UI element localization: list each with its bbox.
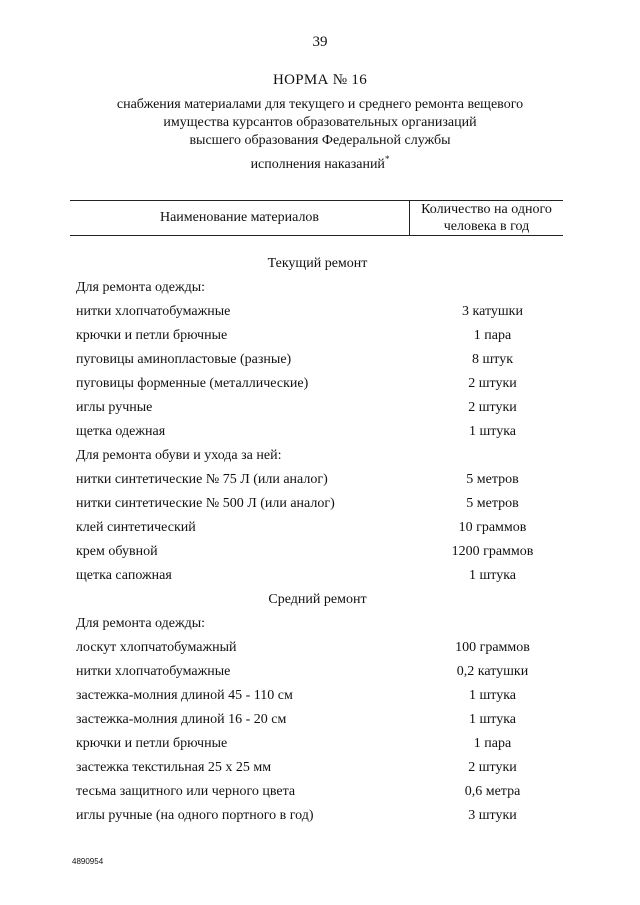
- material-quantity: 8 штук: [471, 352, 513, 367]
- table-row: [76, 780, 566, 804]
- table-row: [76, 804, 566, 828]
- material-name: крем обувной: [76, 544, 158, 559]
- table-row: [76, 516, 566, 540]
- table-header: [70, 200, 563, 236]
- document-subtitle: [0, 96, 640, 174]
- table-row: [76, 492, 566, 516]
- material-quantity: 1 штука: [468, 568, 517, 583]
- material-name: нитки хлопчатобумажные: [76, 664, 231, 679]
- footer-document-code: 4890954: [72, 857, 104, 866]
- material-quantity: 0,2 катушки: [456, 664, 529, 679]
- group-heading-row: [76, 276, 566, 300]
- material-quantity: 2 штуки: [468, 760, 517, 775]
- table-row: [76, 636, 566, 660]
- table-row: [76, 732, 566, 756]
- material-name: тесьма защитного или черного цвета: [76, 784, 296, 799]
- table-row: [76, 324, 566, 348]
- material-quantity: 100 граммов: [455, 640, 530, 655]
- material-quantity: 1 штука: [468, 424, 517, 439]
- material-quantity: 3 штуки: [468, 808, 517, 823]
- table-row: [76, 684, 566, 708]
- group-heading: Для ремонта обуви и ухода за ней:: [76, 448, 282, 463]
- material-quantity: 10 граммов: [458, 520, 527, 535]
- column-header-name: Наименование материалов: [159, 210, 320, 225]
- table-row: [76, 708, 566, 732]
- column-header-quantity-line: Количество на одного: [421, 202, 552, 217]
- footnote-mark: *: [384, 154, 390, 164]
- section-heading-row: [76, 588, 566, 612]
- subtitle-text: исполнения наказаний: [250, 157, 385, 172]
- table-row: [76, 372, 566, 396]
- material-quantity: 2 штуки: [468, 400, 517, 415]
- material-quantity: 1 пара: [473, 328, 512, 343]
- group-heading: Для ремонта одежды:: [76, 616, 206, 631]
- material-name: клей синтетический: [76, 520, 196, 535]
- material-quantity: 1 штука: [468, 688, 517, 703]
- table-row: [76, 396, 566, 420]
- material-quantity: 5 метров: [466, 472, 519, 487]
- table-row: [76, 420, 566, 444]
- material-quantity: 1 штука: [468, 712, 517, 727]
- material-name: иглы ручные (на одного портного в год): [76, 808, 314, 823]
- section-heading-row: [76, 252, 566, 276]
- table-row: [76, 564, 566, 588]
- material-name: застежка текстильная 25 х 25 мм: [76, 760, 272, 775]
- material-quantity: 2 штуки: [468, 376, 517, 391]
- subtitle-line: [0, 150, 640, 174]
- material-name: застежка-молния длиной 16 - 20 см: [76, 712, 287, 727]
- subtitle-line: снабжения материалами для текущего и среднего ремонта вещевого: [116, 97, 524, 112]
- table-row: [76, 300, 566, 324]
- page-number: 39: [312, 34, 328, 50]
- material-quantity: 3 катушки: [462, 304, 523, 319]
- material-name: нитки синтетические № 500 Л (или аналог): [76, 496, 335, 511]
- material-name: застежка-молния длиной 45 - 110 см: [76, 688, 293, 703]
- material-quantity: 1 пара: [473, 736, 512, 751]
- material-quantity: 5 метров: [466, 496, 519, 511]
- material-name: пуговицы аминопластовые (разные): [76, 352, 292, 367]
- subtitle-line: высшего образования Федеральной службы: [189, 133, 451, 148]
- subtitle-line: имущества курсантов образовательных организаций: [163, 115, 477, 130]
- column-header-quantity-line: человека в год: [443, 219, 530, 234]
- table-row: [76, 756, 566, 780]
- material-name: нитки хлопчатобумажные: [76, 304, 231, 319]
- section-heading: Средний ремонт: [268, 592, 367, 607]
- material-quantity: 0,6 метра: [464, 784, 521, 799]
- table-row: [76, 540, 566, 564]
- material-name: нитки синтетические № 75 Л (или аналог): [76, 472, 328, 487]
- material-name: лоскут хлопчатобумажный: [76, 640, 237, 655]
- table-row: [76, 468, 566, 492]
- material-name: щетка сапожная: [76, 568, 172, 583]
- section-heading: Текущий ремонт: [267, 256, 368, 271]
- material-name: крючки и петли брючные: [76, 328, 228, 343]
- group-heading-row: [76, 612, 566, 636]
- table-header-rule: [70, 235, 563, 236]
- table-body: [76, 252, 566, 828]
- group-heading: Для ремонта одежды:: [76, 280, 206, 295]
- group-heading-row: [76, 444, 566, 468]
- material-name: щетка одежная: [76, 424, 166, 439]
- document-title: НОРМА № 16: [273, 72, 367, 88]
- table-row: [76, 660, 566, 684]
- material-quantity: 1200 граммов: [451, 544, 534, 559]
- material-name: крючки и петли брючные: [76, 736, 228, 751]
- column-header-quantity: [410, 200, 563, 236]
- table-row: [76, 348, 566, 372]
- material-name: иглы ручные: [76, 400, 153, 415]
- material-name: пуговицы форменные (металлические): [76, 376, 309, 391]
